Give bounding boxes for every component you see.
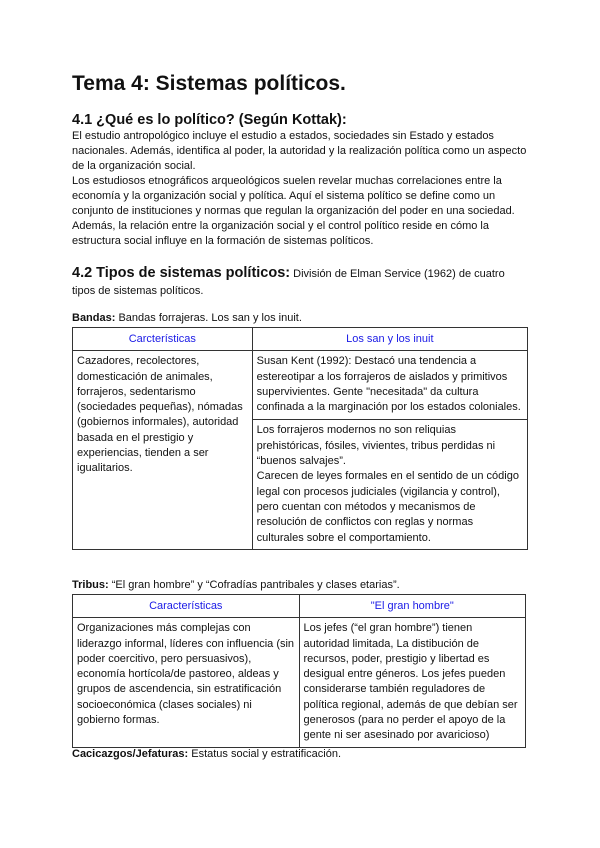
tribus-header-caracteristicas: Características [73, 595, 300, 618]
table-header-row [73, 595, 526, 618]
section-4-1-heading: 4.1 ¿Qué es lo político? (Según Kottak): [72, 112, 347, 128]
cacicazgos-text: Estatus social y estratificación. [188, 748, 342, 760]
section-4-2-heading: 4.2 Tipos de sistemas políticos: [72, 265, 291, 281]
table-header-row [73, 328, 528, 351]
bandas-header-san-inuit: Los san y los inuit [252, 328, 527, 351]
bandas-forrajeros-text-2: Carecen de leyes formales en el sentido de un código legal con procesos judiciales (vigilancia y control), pero cuentan con métodos y mecanismos de resolución de conflictos con reglas y normas culturales sobre el comportamiento. [256, 470, 519, 544]
section-4-1 [72, 112, 530, 249]
cacicazgos-label: Cacicazgos/Jefaturas: [72, 748, 189, 760]
bandas-forrajeros-cell [252, 420, 527, 549]
tribus-header-gran-hombre: "El gran hombre" [299, 595, 525, 618]
section-4-1-paragraph-2: Los estudiosos etnográficos arqueológicos suelen revelar muchas correlaciones entre la economía y la organización social y política. Aquí el sistema político se define como un conjunto de instituciones y normas que regulan la organización del poder en una sociedad. Además, la relación entre la organización social y el control político reside en cómo la estructura social influye en la formación de sistemas políticos. [72, 175, 515, 247]
tribus-caracteristicas-cell: Organizaciones más complejas con liderazgo informal, líderes con influencia (sin poder coercitivo, pero persuasivos), economía hortícola/de pastoreo, aldeas y grupos de ascendencia, sin estratificación socioeconómica (clases sociales) ni gobierno formas. [73, 618, 300, 747]
tribus-table [72, 594, 526, 748]
cacicazgos-label-line [72, 747, 341, 761]
section-4-1-paragraph-1: El estudio antropológico incluye el estudio a estados, sociedades sin Estado y estados nacionales. Además, identifica al poder, la autoridad y la realización política como un aspecto de la organización social. [72, 130, 527, 172]
bandas-forrajeros-text-1: Los forrajeros modernos no son reliquias prehistóricas, fósiles, vivientes, tribus perdidas ni “buenos salvajes”. [256, 424, 496, 468]
section-4-2 [72, 265, 530, 300]
table-row [73, 351, 528, 420]
page-title: Tema 4: Sistemas políticos. [72, 72, 346, 95]
section-4-2-intro: División de Elman Service (1962) de cuatro tipos de sistemas políticos. [72, 268, 505, 297]
table-row [73, 618, 526, 747]
bandas-caracteristicas-cell: Cazadores, recolectores, domesticación de animales, forrajeros, sedentarismo (sociedades pequeñas), nómadas (gobiernos informales), autoridad basada en el prestigio y experiencias, tienden a ser igualitarios. [73, 351, 253, 550]
tribus-gran-hombre-cell: Los jefes (“el gran hombre”) tienen autoridad limitada, La distibución de recursos, poder, prestigio y libertad es desigual entre géneros. Los jefes pueden considerarse también reguladores de política regional, además de que debían ser generosos (para no perder el apoyo de la gente ni ser asesinado por avaricioso) [299, 618, 525, 747]
tribus-label-line [72, 578, 400, 592]
bandas-susan-kent-cell: Susan Kent (1992): Destacó una tendencia a estereotipar a los forrajeros de aislados y primitivos supervivientes. Gente "necesitada" da cultura confinada a la marginación por los estados coloniales. [252, 351, 527, 420]
bandas-label: Bandas: [72, 312, 116, 324]
section-4-2-line [72, 265, 530, 300]
bandas-table [72, 327, 528, 550]
tribus-text: “El gran hombre” y “Cofradías pantribales y clases etarias”. [108, 579, 400, 591]
bandas-header-caracteristicas: Carcterísticas [73, 328, 253, 351]
bandas-label-line [72, 311, 302, 325]
tribus-label: Tribus: [72, 579, 109, 591]
bandas-text: Bandas forrajeras. Los san y los inuit. [115, 312, 302, 324]
